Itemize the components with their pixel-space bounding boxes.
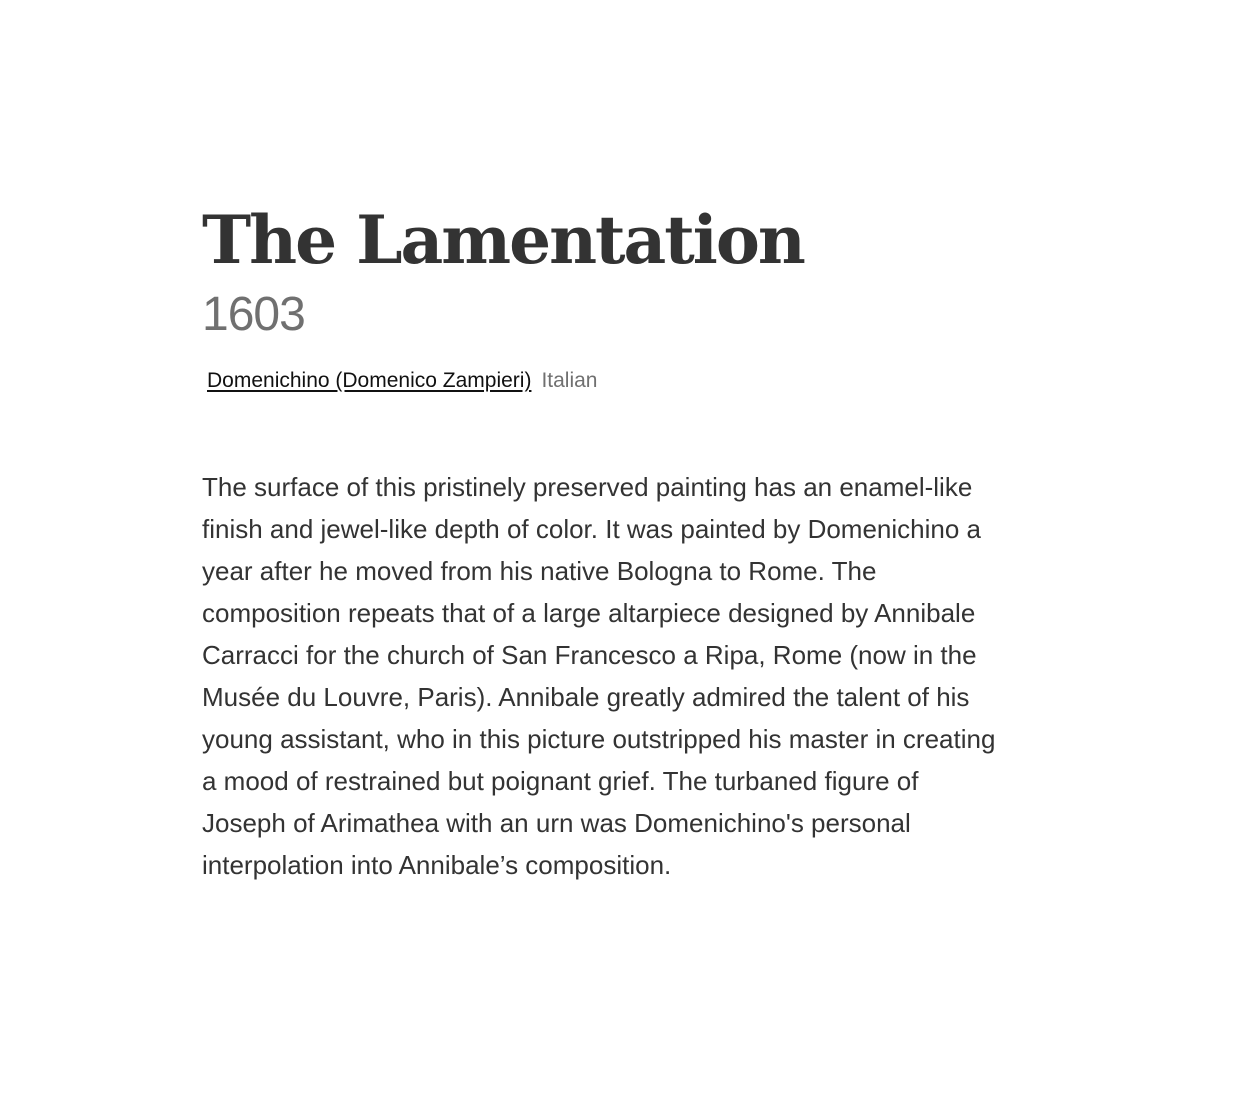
artist-nationality: Italian xyxy=(541,369,598,392)
artwork-date: 1603 xyxy=(202,288,305,341)
artist-attribution xyxy=(202,367,1002,395)
artwork-description: The surface of this pristinely preserved painting has an enamel-like finish and jewel-like depth of color. It was painted by Domenichino a year after he moved from his native Bologna to Rome. The composition repeats that of a large altarpiece designed by Annibale Carracci for the church of San Francesco a Ripa, Rome (now in the Musée du Louvre, Paris). Annibale greatly admired the talent of his young assistant, who in this picture outstripped his master in creating a mood of restrained but poignant grief. The turbaned figure of Joseph of Arimathea with an urn was Domenichino's personal interpolation into Annibale’s composition. xyxy=(202,472,996,880)
artwork-title: The Lamentation xyxy=(202,201,804,279)
object-details xyxy=(202,196,1002,886)
artist-link[interactable]: Domenichino (Domenico Zampieri) xyxy=(207,369,532,392)
